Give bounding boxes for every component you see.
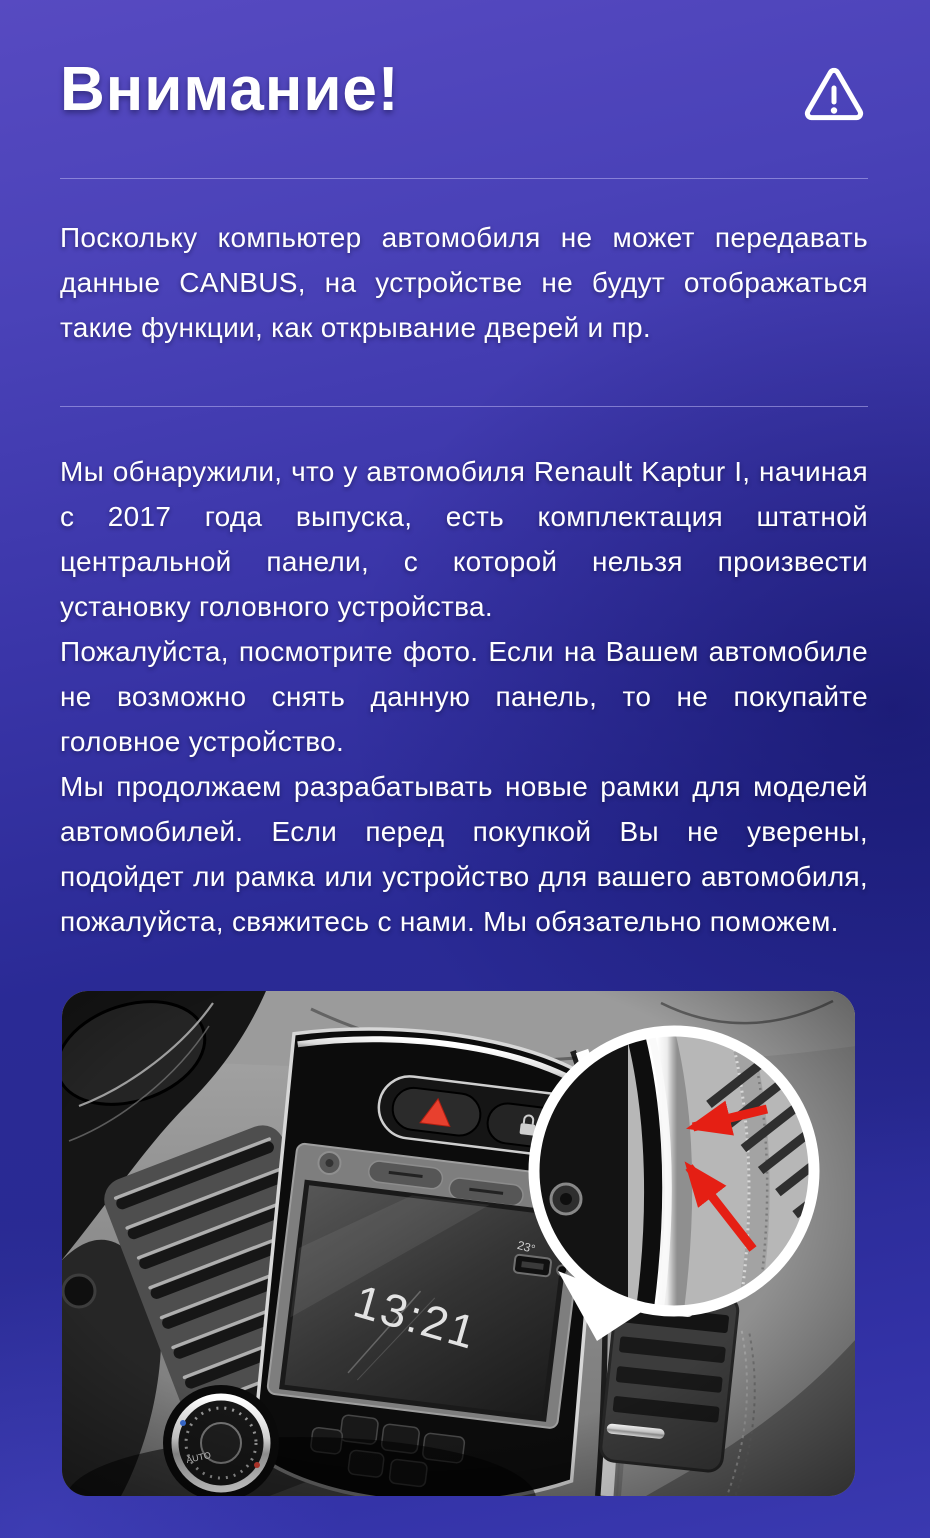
divider-top (60, 178, 868, 179)
dashboard-scene (62, 991, 855, 1496)
notice-paragraph: Мы продолжаем разрабатывать новые рамки для моделей автомобилей. Если перед покупкой Вы не уверены, подойдет ли рамка или устройство для вашего автомобиля, пожалуйста, свяжитесь с нами. Мы обязательно поможем. (60, 771, 868, 937)
warning-triangle-icon (802, 64, 866, 126)
kaptur-notice (60, 449, 868, 944)
dashboard-photo (62, 991, 855, 1496)
notice-paragraph: Мы обнаружили, что у автомобиля Renault Kaptur I, начиная с 2017 года выпуска, есть комплектация штатной центральной панели, с которой нельзя произвести установку головного устройства. (60, 456, 868, 622)
canbus-note-text: Поскольку компьютер автомобиля не может передавать данные CANBUS, на устройстве не будут отображаться такие функции, как открывание дверей и пр. (60, 222, 868, 343)
page-title: Внимание! (60, 55, 400, 124)
notice-paragraph: Пожалуйста, посмотрите фото. Если на Вашем автомобиле не возможно снять данную панель, то не покупайте головное устройство. (60, 636, 868, 757)
banner-header (60, 54, 868, 126)
divider-middle (60, 406, 868, 407)
